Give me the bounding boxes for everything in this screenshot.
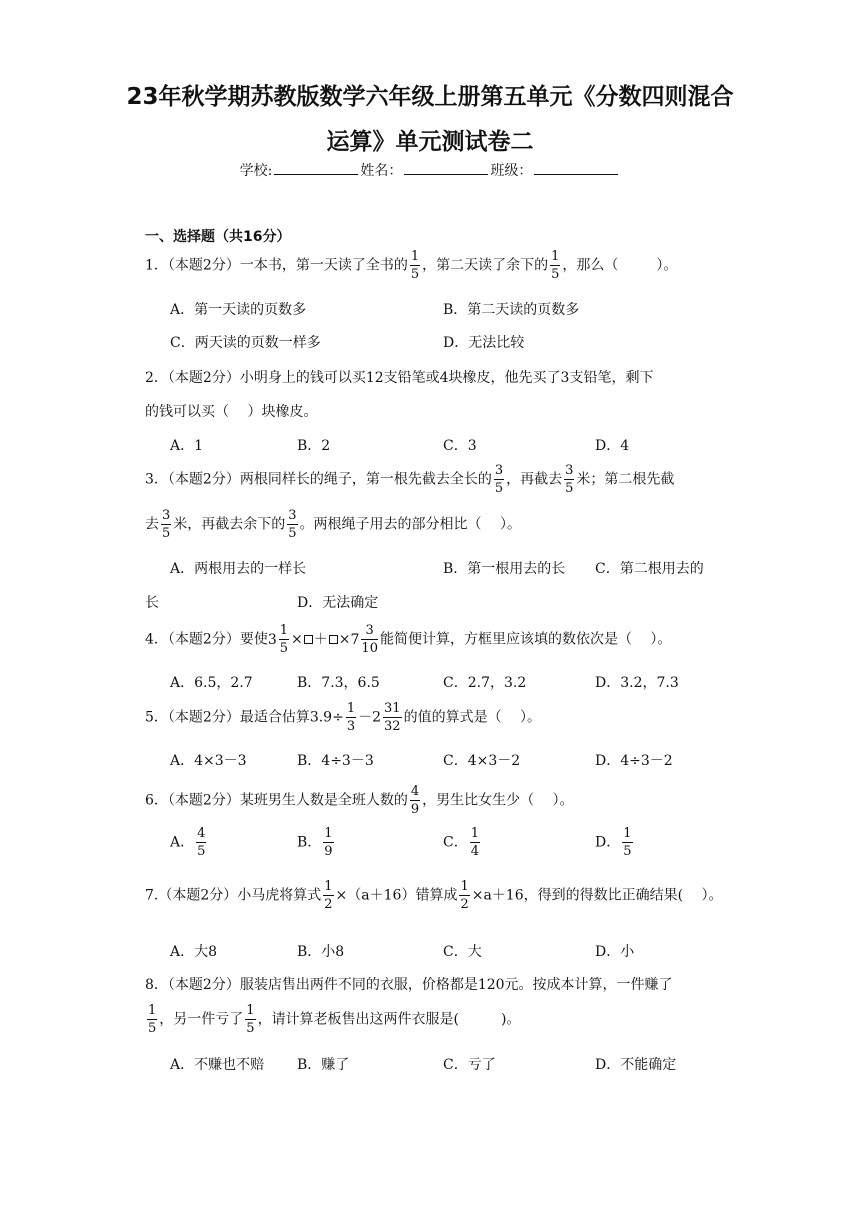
fraction: $\frac{1}{3}$ <box>346 701 356 734</box>
fraction: $\frac{1}{5}$ <box>279 623 289 656</box>
class-blank[interactable] <box>534 162 618 175</box>
fraction: $\frac{1}{2}$ <box>460 879 469 912</box>
school-label: 学校: <box>239 163 273 179</box>
fraction: $\frac{1}{5}$ <box>246 1003 255 1036</box>
fraction: $\frac{3}{5}$ <box>494 463 504 496</box>
q4-option-c[interactable]: C．2.7，3.2 <box>443 675 527 691</box>
q1-option-a[interactable]: A．第一天读的页数多 <box>170 302 307 318</box>
question-1: 1．（本题2分）一本书，第一天读了全书的 $\frac{1}{5}$ ，第二天读了余下的 $\frac{1}{5}$ ，那么（ ）。 <box>145 249 678 282</box>
q3-option-a[interactable]: A．两根用去的一样长 <box>170 561 307 577</box>
q2-option-a[interactable]: A．1 <box>170 438 204 454</box>
fraction: $\frac{3}{5}$ <box>288 508 297 541</box>
q5-option-a[interactable]: A．4×3－3 <box>170 753 247 769</box>
q7-option-d[interactable]: D．小 <box>595 944 635 960</box>
fraction: $\frac{3}{5}$ <box>565 463 574 496</box>
fraction: $\frac{1}{5}$ <box>410 249 420 282</box>
title-line-1: 23年秋学期苏教版数学六年级上册第五单元《分数四则混合 <box>126 84 734 110</box>
name-label: 姓名： <box>360 163 403 179</box>
blank-box[interactable] <box>304 635 313 644</box>
question-5: 5．（本题2分）最适合估算3.9÷ $\frac{1}{3}$ －2 $\frac{31}{32}$ 的值的算式是（ ）。 <box>145 701 542 734</box>
fraction: $\frac{1}{2}$ <box>324 879 333 912</box>
q1-option-c[interactable]: C．两天读的页数一样多 <box>170 335 321 351</box>
q1-option-d[interactable]: D．无法比较 <box>443 335 525 351</box>
q7-option-b[interactable]: B．小8 <box>297 944 345 960</box>
q7-option-a[interactable]: A．大8 <box>170 944 218 960</box>
fraction: $\frac{3}{10}$ <box>361 623 378 656</box>
fraction: $\frac{1}{5}$ <box>148 1003 157 1036</box>
q5-option-b[interactable]: B．4÷3－3 <box>297 753 374 769</box>
q2-option-c[interactable]: C．3 <box>443 438 477 454</box>
question-3-line-1: 3．（本题2分）两根同样长的绳子，第一根先截去全长的 $\frac{3}{5}$ ，再截去 $\frac{3}{5}$ 米；第二根先截 <box>145 463 675 496</box>
q8-option-b[interactable]: B．赚了 <box>297 1057 350 1073</box>
class-label: 班级： <box>490 163 533 179</box>
q8-option-c[interactable]: C．亏了 <box>443 1057 496 1073</box>
name-blank[interactable] <box>404 162 488 175</box>
fraction: $\frac{4}{9}$ <box>410 784 420 817</box>
q3-option-d[interactable]: D．无法确定 <box>297 595 379 611</box>
q7-option-c[interactable]: C．大 <box>443 944 482 960</box>
q1-option-b[interactable]: B．第二天读的页数多 <box>443 302 580 318</box>
q8-option-a[interactable]: A．不赚也不赔 <box>170 1057 265 1073</box>
blank-box[interactable] <box>329 635 338 644</box>
question-7: 7.（本题2分）小马虎将算式 $\frac{1}{2}$ ×（a＋16）错算成 $\frac{1}{2}$ ×a＋16，得到的得数比正确结果( ）。 <box>145 879 723 912</box>
q8-option-d[interactable]: D．不能确定 <box>595 1057 677 1073</box>
question-3-line-2: 去 $\frac{3}{5}$ 米，再截去余下的 $\frac{3}{5}$ 。两根绳子用去的部分相比（ ）。 <box>145 508 522 541</box>
q5-option-d[interactable]: D．4÷3－2 <box>595 753 673 769</box>
q4-option-b[interactable]: B．7.3，6.5 <box>297 675 380 691</box>
question-2-line-2: 的钱可以买（ ）块橡皮。 <box>145 404 318 420</box>
question-4: 4．（本题2分）要使 3 $\frac{1}{5}$ × ＋ × 7 $\frac{3}{10}$ 能简便计算，方框里应该填的数依次是（ ）。 <box>145 623 672 656</box>
q5-option-c[interactable]: C．4×3－2 <box>443 753 521 769</box>
q6-option-b[interactable]: B． $\frac{1}{9}$ <box>297 826 333 859</box>
section-title: 一、选择题（共16分） <box>145 229 291 245</box>
q2-option-b[interactable]: B．2 <box>297 438 331 454</box>
fraction: $\frac{3}{5}$ <box>162 508 171 541</box>
q4-option-a[interactable]: A．6.5，2.7 <box>170 675 253 691</box>
q6-option-a[interactable]: A． $\frac{4}{5}$ <box>170 826 206 859</box>
question-6: 6．（本题2分）某班男生人数是全班人数的 $\frac{4}{9}$ ，男生比女生少（ ）。 <box>145 784 574 817</box>
q6-option-c[interactable]: C． $\frac{1}{4}$ <box>443 826 479 859</box>
q3-option-b[interactable]: B．第一根用去的长 <box>443 561 566 577</box>
q2-option-d[interactable]: D．4 <box>595 438 630 454</box>
q3-option-c-continued: 长 <box>145 595 159 611</box>
question-8-line-2: $\frac{1}{5}$ ，另一件亏了 $\frac{1}{5}$ ，请计算老板售出这两件衣服是( )。 <box>148 1003 521 1036</box>
fraction: $\frac{1}{5}$ <box>551 249 560 282</box>
title-line-2: 运算》单元测试卷二 <box>326 129 534 155</box>
q4-option-d[interactable]: D．3.2，7.3 <box>595 675 679 691</box>
student-info-row <box>0 160 860 180</box>
question-2-line-1: 2．（本题2分）小明身上的钱可以买12支铅笔或4块橡皮，他先买了3支铅笔，剩下 <box>145 370 654 386</box>
q6-option-d[interactable]: D． $\frac{1}{5}$ <box>595 826 632 859</box>
question-8-line-1: 8．（本题2分）服装店售出两件不同的衣服，价格都是120元。按成本计算，一件赚了 <box>145 977 673 993</box>
school-blank[interactable] <box>274 162 358 175</box>
q3-option-c[interactable]: C．第二根用去的 <box>595 561 704 577</box>
fraction: $\frac{31}{32}$ <box>384 701 401 734</box>
